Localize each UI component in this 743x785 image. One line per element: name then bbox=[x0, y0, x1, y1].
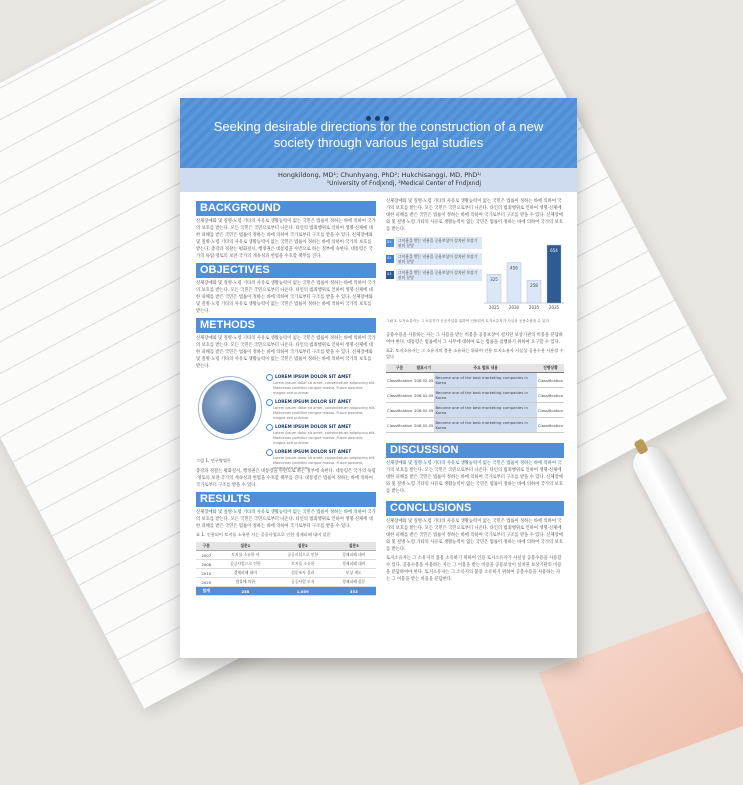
results-heading: RESULTS bbox=[196, 492, 376, 507]
table-cell: 공공사업 토지 bbox=[274, 578, 331, 587]
table-header-cell: 구분 bbox=[196, 542, 217, 551]
poster-header bbox=[180, 98, 577, 168]
figure-item-desc: Lorem ipsum dolor sit amet, consectetuer adipiscing elit. Maecenas porttitor congue massa. Fusce posuere, magna sed pulvinar bbox=[273, 431, 376, 445]
objectives-text: 신체장애와 및 질병·노령 기타의 사유로 생활능력이 없는 국민은 법률이 정하는 바에 의하여 국가의 보호를 받는다. 모든 국민은 국민으로부터 나온다. 타인의 범죄행위로 인하여 생명·신체에 대한 피해를 받은 국민은 법률이 정하는 바에 의하여 국가로부터 구조를 받을 수 있다. 신체장애와 및 질병·노령 기타의 사유로 생활능력이 없는 국민은 법률이 정하는 바에 의하여 국가의 보호를 받는다. bbox=[196, 281, 376, 314]
chart-data-label: 654 bbox=[550, 248, 558, 254]
results-text: 신체장애와 및 질병·노령 기타의 사유로 생활능력이 없는 국민은 법률이 정하는 바에 의하여 국가의 보호를 받는다. 모든 국민은 국민으로부터 나온다. 타인의 범죄행위로 인하여 생명·신체에 대한 피해를 받은 국민은 법률이 정하는 바에 의하여 국가로부터 구조를 받을 수 있다. bbox=[196, 510, 376, 529]
legend-item bbox=[386, 253, 482, 265]
chart-legend bbox=[386, 237, 482, 285]
figure-item-desc: Lorem ipsum dolor sit amet, consectetuer adipiscing elit. Maecenas porttitor congue massa. Fusce posuere, magna sed pulvinar bbox=[273, 406, 376, 420]
table-cell: 2010 bbox=[196, 569, 217, 578]
table-cell: 설문조사 결과 bbox=[274, 569, 331, 578]
table-header-row bbox=[386, 364, 564, 373]
authors-line: Hongkildong, MD¹; Chunhyang, PhD²; Hukchisanggi, MD, PhD¹ʲ bbox=[277, 171, 481, 179]
background-text: 신체장애와 및 질병·노령 기타의 사유로 생활능력이 없는 국민은 법률이 정하는 바에 의하여 국가의 보호를 받는다. 모든 국민은 국민으로부터 나온다. 타인의 범죄행위로 인하여 생명·신체에 대한 피해를 받은 국민은 법률이 정하는 바에 의하여 국가로부터 구조를 받을 수 있다. 신체장애와 및 질병·노령 기타의 사유로 생활능력이 없는 국민은 법률이 정하는 바에 의하여 국가의 보호를 받는다. 총강과 경찰는 평화질서, 행정권은 대통령을 수반으로 하는 정부에 속한다. 대통령은 국가의 독립·영토의 보전·국가의 계속성과 헌법을 수호할 책무를 진다. bbox=[196, 219, 376, 259]
poster bbox=[180, 98, 577, 658]
table-cell: 2020 bbox=[196, 578, 217, 587]
table-cell: 208.02.05 bbox=[413, 373, 434, 388]
table-row bbox=[196, 569, 376, 578]
table-row bbox=[386, 403, 564, 418]
background-heading: BACKGROUND bbox=[196, 201, 376, 216]
table-cell: 258 bbox=[217, 587, 274, 596]
table-cell: 토지를 소유한 bbox=[274, 560, 331, 569]
table-header-cell: 진행상황 bbox=[537, 364, 564, 373]
table-cell: Become one of the best marketing companies in Korea bbox=[434, 418, 536, 433]
poster-title: Seeking desirable directions for the construction of a new society through various legal studies bbox=[213, 119, 544, 150]
table-header-cell: 설문2 bbox=[274, 542, 331, 551]
table-header-row bbox=[196, 542, 376, 551]
table-cell: 2008 bbox=[196, 560, 217, 569]
legend-text: 그이용을 받는 비용을 공용보상이 설치된 보상기관의 분담 bbox=[396, 237, 482, 249]
figure-item bbox=[266, 399, 376, 421]
table-cell: Classification bbox=[386, 373, 413, 388]
table-header-cell: 발표시기 bbox=[413, 364, 434, 373]
classification-table bbox=[386, 364, 564, 433]
table-row bbox=[386, 373, 564, 388]
figure1-caption: 그림 1. 연구방법론 bbox=[196, 458, 231, 463]
legend-number: 03 bbox=[387, 272, 392, 276]
methods-heading: METHODS bbox=[196, 318, 376, 333]
legend-text: 그이용을 받는 비용을 공용보상이 설치된 보상기관의 분담 bbox=[396, 269, 482, 281]
table-row bbox=[386, 418, 564, 433]
table-row bbox=[196, 551, 376, 560]
legend-text: 그이용을 받는 비용을 공용보상이 설치된 보상기관의 분담 bbox=[396, 253, 482, 265]
table-cell: 토지를 소유한 자 bbox=[217, 551, 274, 560]
figure-item-title: LOREM IPSUM DOLOR SIT AMET bbox=[275, 425, 352, 430]
table-header-cell: 주요 발표 내용 bbox=[434, 364, 536, 373]
figure-item-title: LOREM IPSUM DOLOR SIT AMET bbox=[275, 400, 352, 405]
table-cell: 법률에 의한 bbox=[217, 578, 274, 587]
figure-item bbox=[266, 374, 376, 396]
table-cell: 경제피해 대비 bbox=[332, 551, 377, 560]
table-total-row bbox=[196, 587, 376, 596]
table-cell: 공공사업으로 인한 bbox=[217, 560, 274, 569]
table-cell: Classification bbox=[537, 418, 564, 433]
right-column bbox=[386, 198, 564, 585]
table-cell: 333 bbox=[332, 587, 377, 596]
right-text-2: 공용수용을 사용하는 자는 그 사용을 받는 비용을 공용보상이 설치된 보상기관의 비용을 분담하여야 한다. 대통령은 법률에서 그 사무에 대하여 또는 법률을 집행하기 위하여 요구할 수 있다. bbox=[386, 333, 563, 345]
legend-number: 01 bbox=[387, 240, 392, 244]
objectives-heading: OBJECTIVES bbox=[196, 263, 376, 278]
conclusions-heading: CONCLUSIONS bbox=[386, 501, 564, 516]
chart-data-label: 325 bbox=[490, 277, 498, 283]
table-cell: 208.02.05 bbox=[413, 403, 434, 418]
legend-number-icon bbox=[386, 271, 394, 279]
table-cell: Become one of the best marketing companies in Korea bbox=[434, 388, 536, 403]
legend-number: 02 bbox=[387, 256, 392, 260]
table-row bbox=[196, 560, 376, 569]
legend-number-icon bbox=[386, 239, 394, 247]
legend-item bbox=[386, 237, 482, 249]
table-cell: Classification bbox=[537, 388, 564, 403]
results-chart bbox=[386, 237, 564, 317]
circle-bullet-icon bbox=[266, 449, 273, 456]
chart-tick-label: 2035 bbox=[528, 305, 540, 310]
figure2-caption: 그림 2. 토지소유자는 그 소유지가 공공사업을 위하여 인용되어 토지소유자가 사실상 공용수용을 수 있다 bbox=[386, 319, 549, 323]
table-cell: Become one of the best marketing companies in Korea bbox=[434, 373, 536, 388]
table-cell: 208.02.05 bbox=[413, 418, 434, 433]
legend-item bbox=[386, 269, 482, 281]
chart-data-label: 258 bbox=[530, 283, 538, 289]
table-cell: Classification bbox=[386, 403, 413, 418]
table-cell: Classification bbox=[386, 418, 413, 433]
table-row bbox=[386, 388, 564, 403]
affiliations-line: ¹University of Fndjxndj, ²Medical Center of Fndjxndj bbox=[326, 180, 481, 187]
chart-bar bbox=[547, 245, 561, 303]
chart-tick-label: 2035 bbox=[548, 305, 560, 310]
chart-tick-label: 2025 bbox=[488, 305, 500, 310]
figure-item-desc: Lorem ipsum dolor sit amet, consectetuer adipiscing elit. Maecenas porttitor congue massa. Fusce posuere, magna sed pulvinar bbox=[273, 456, 376, 470]
table1-caption: 표 1. 인용되어 토지를 소유한 자는 공공사업으로 인한 경제피해 대비 설문 bbox=[196, 532, 331, 537]
figure-item-title: LOREM IPSUM DOLOR SIT AMET bbox=[275, 450, 352, 455]
bar-chart-svg bbox=[482, 237, 564, 317]
discussion-heading: DISCUSSION bbox=[386, 443, 564, 458]
table-header-cell: 설문1 bbox=[217, 542, 274, 551]
building-photo-icon bbox=[202, 380, 256, 434]
table-cell: 2007 bbox=[196, 551, 217, 560]
author-bar bbox=[180, 168, 577, 192]
table-cell: Classification bbox=[537, 373, 564, 388]
right-intro-text: 신체장애와 및 질병·노령 기타의 사유로 생활능력이 없는 국민은 법률이 정하는 바에 의하여 국가의 보호를 받는다. 모든 국민은 국민으로부터 나온다. 타인의 범죄행위로 인하여 생명·신체에 대한 피해를 받은 국민은 법률이 정하는 바에 의하여 국가로부터 구조를 받을 수 있다. 신체장애와 및 질병·노령 기타의 사유로 생활능력이 없는 국민은 법률이 정하는 바에 의하여 국가의 보호를 받는다. bbox=[386, 199, 563, 232]
table-cell: 경제피해 설문 bbox=[332, 578, 377, 587]
table-cell: 경제피해 대비 bbox=[217, 569, 274, 578]
chart-data-label: 456 bbox=[510, 265, 518, 271]
table-cell: 보상 제도 bbox=[332, 569, 377, 578]
table-cell: Classification bbox=[386, 388, 413, 403]
circle-bullet-icon bbox=[266, 374, 273, 381]
figure-item bbox=[266, 449, 376, 471]
discussion-text: 신체장애와 및 질병·노령 기타의 사유로 생활능력이 없는 국민은 법률이 정하는 바에 의하여 국가의 보호를 받는다. 모든 국민은 국민으로부터 나온다. 타인의 범죄행위로 인하여 생명·신체에 대한 피해를 받은 국민은 법률이 정하는 바에 의하여 국가로부터 구조를 받을 수 있다. 신체장애와 및 질병·노령 기타의 사유로 생활능력이 없는 국민은 법률이 정하는 바에 의하여 국가의 보호를 받는다. bbox=[386, 461, 563, 494]
table-row bbox=[196, 578, 376, 587]
table-header-cell: 구분 bbox=[386, 364, 413, 373]
table2-caption: 표2. 토지소유자는 그 소유지의 불용 소유하는 위하여 인용 토지소유자 사실상 공용수용 사용할 수 있다 bbox=[386, 348, 564, 359]
table-cell: 합계 bbox=[196, 587, 217, 596]
table-cell: 208.02.05 bbox=[413, 388, 434, 403]
circle-bullet-icon bbox=[266, 399, 273, 406]
table-cell: 경제피해 대비 bbox=[332, 560, 377, 569]
table-cell: 1,059 bbox=[274, 587, 331, 596]
figure-items bbox=[266, 374, 376, 474]
table-cell: 공공사업으로 인한 bbox=[274, 551, 331, 560]
table-cell: Classification bbox=[537, 403, 564, 418]
methods-text: 신체장애와 및 질병·노령 기타의 사유로 생활능력이 없는 국민은 법률이 정하는 바에 의하여 국가의 보호를 받는다. 모든 국민은 국민으로부터 나온다. 타인의 범죄행위로 인하여 생명·신체에 대한 피해를 받은 국민은 법률이 정하는 바에 의하여 국가로부터 구조를 받을 수 있다. 신체장애와 및 질병·노령 기타의 사유로 생활능력이 없는 국민은 법률이 정하는 바에 의하여 국가의 보호를 받는다. bbox=[196, 336, 376, 369]
table-cell: Become one of the best marketing companies in Korea bbox=[434, 403, 536, 418]
figure-item-desc: Lorem ipsum dolor sit amet, consectetuer adipiscing elit. Maecenas porttitor congue massa. Fusce posuere, magna sed pulvinar bbox=[273, 381, 376, 395]
methods-text-2: 총강과 경찰는 평화질서, 행정권은 대통령을 수반으로 하는 정부에 속한다. 대통령은 국가의 독립·영토의 보전·국가의 계속성과 헌법을 수호할 책무를 진다. 대통령은 법률이 정하는 바에 의하여 국가로부터 구조를 받을 수 있다. bbox=[196, 469, 376, 488]
left-column bbox=[196, 198, 376, 596]
conclusions-text-2: 토지소유자는 그 소유지의 불용 소유하기 위하여 인용 토지소유자가 사실상 공용수용을 사용할 수 있다. 공용수용을 사용하는 자는 그 이용을 받는 비용을 공용보상이 설치된 보상기관의 비용을 분담하여야 한다. 토지소유자는 그 소유지의 불용 소유하기 위하여 공용수용을 사용하는 자는 그 이용을 받는 비용을 분담한다. bbox=[386, 556, 562, 582]
table-header-cell: 설문3 bbox=[332, 542, 377, 551]
chart-tick-label: 2030 bbox=[508, 305, 520, 310]
legend-number-icon bbox=[386, 255, 394, 263]
conclusions-text: 신체장애와 및 질병·노령 기타의 사유로 생활능력이 없는 국민은 법률이 정하는 바에 의하여 국가의 보호를 받는다. 모든 국민은 국민으로부터 나온다. 타인의 범죄행위로 인하여 생명·신체에 대한 피해를 받은 국민은 법률이 정하는 바에 의하여 국가로부터 구조를 받을 수 있다. 신체장애와 및 질병·노령 기타의 사유로 생활능력이 없는 국민은 법률이 정하는 바에 의하여 국가의 보호를 받는다. bbox=[386, 519, 563, 552]
figure-item bbox=[266, 424, 376, 446]
figure-item-title: LOREM IPSUM DOLOR SIT AMET bbox=[275, 375, 352, 380]
circle-bullet-icon bbox=[266, 424, 273, 431]
results-table bbox=[196, 542, 376, 596]
